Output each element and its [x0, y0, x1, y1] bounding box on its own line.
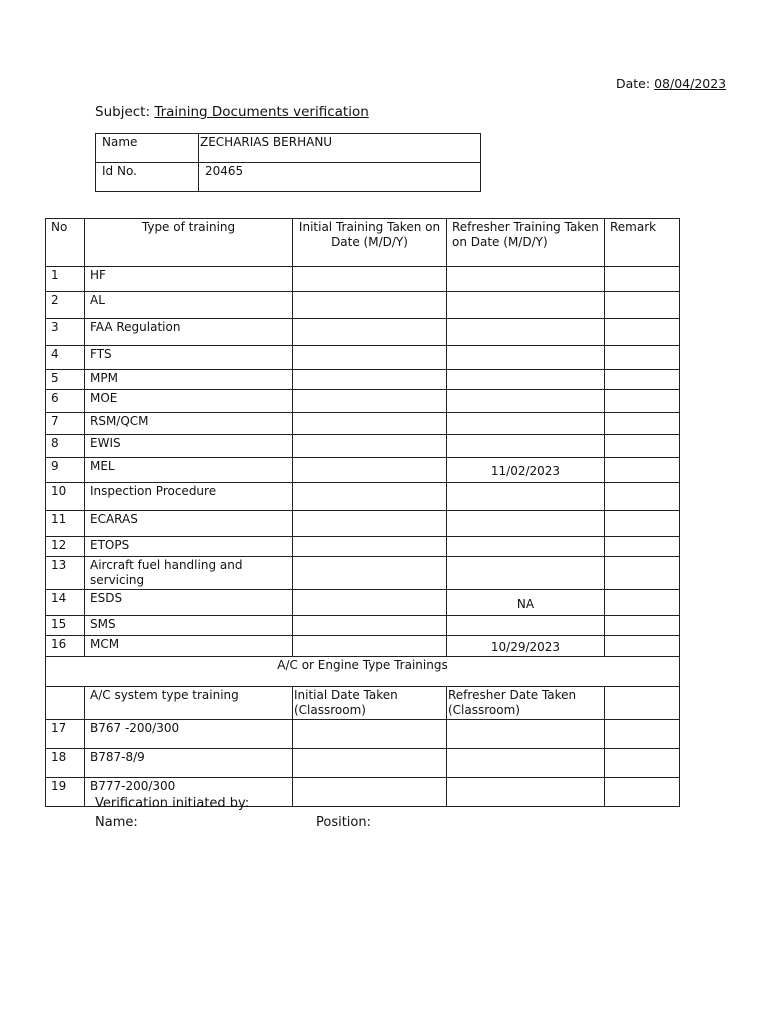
date-value: 08/04/2023: [654, 76, 727, 91]
refresher-date: [447, 267, 605, 292]
training-type: SMS: [85, 616, 293, 636]
initial-date: [293, 778, 447, 807]
table-row: [46, 292, 680, 319]
row-no: 12: [46, 537, 85, 557]
section-row: [46, 657, 680, 687]
row-no: 2: [46, 292, 85, 319]
name-value: ZECHARIAS BERHANU: [199, 134, 481, 163]
refresher-date: [447, 537, 605, 557]
name-label: Name: [96, 134, 199, 163]
refresher-date: [447, 616, 605, 636]
table-row: [46, 557, 680, 590]
date-label: Date:: [616, 76, 651, 91]
header-initial: Initial Training Taken on Date (M/D/Y): [293, 219, 447, 267]
table-row: [46, 346, 680, 370]
table-row: [46, 458, 680, 483]
refresher-date: [447, 435, 605, 458]
initial-date: [293, 267, 447, 292]
header-no: No: [46, 219, 85, 267]
refresher-date: [447, 557, 605, 590]
row-no: 4: [46, 346, 85, 370]
row-no: 10: [46, 483, 85, 511]
remark: [605, 458, 680, 483]
employee-id-row: [96, 163, 481, 192]
remark: [605, 511, 680, 537]
refresher-date: [447, 749, 605, 778]
verification-initiated-label: Verification initiated by:: [95, 796, 250, 811]
remark: [605, 435, 680, 458]
remark: [605, 636, 680, 657]
training-type: MOE: [85, 390, 293, 413]
refresher-date: [447, 370, 605, 390]
remark: [605, 616, 680, 636]
initial-date: [293, 557, 447, 590]
remark: [605, 537, 680, 557]
remark: [605, 319, 680, 346]
verifier-name-label: Name:: [95, 815, 138, 830]
row-no: 9: [46, 458, 85, 483]
type-header-no-cell: [46, 687, 85, 720]
initial-date: [293, 370, 447, 390]
row-no: 13: [46, 557, 85, 590]
training-table: [45, 218, 680, 807]
header-remark: Remark: [605, 219, 680, 267]
initial-date: [293, 483, 447, 511]
refresher-date: [447, 346, 605, 370]
table-row: [46, 590, 680, 616]
table-row: [46, 413, 680, 435]
training-type: MEL: [85, 458, 293, 483]
refresher-date: [447, 483, 605, 511]
subject-value: Training Documents verification: [154, 104, 369, 120]
training-type: EWIS: [85, 435, 293, 458]
initial-date: [293, 346, 447, 370]
initial-date: [293, 413, 447, 435]
row-no: 15: [46, 616, 85, 636]
remark: [605, 390, 680, 413]
remark: [605, 720, 680, 749]
table-row: [46, 636, 680, 657]
initial-date: [293, 390, 447, 413]
header-type: Type of training: [85, 219, 293, 267]
table-row: [46, 483, 680, 511]
initial-date: [293, 616, 447, 636]
type-header-row: [46, 687, 680, 720]
training-type: B777-200/300: [85, 778, 293, 807]
training-type: Aircraft fuel handling and servicing: [85, 557, 293, 590]
document-subject: [95, 104, 369, 120]
table-row: [46, 390, 680, 413]
refresher-date: 11/02/2023: [447, 458, 605, 483]
type-header-initial: Initial Date Taken (Classroom): [293, 687, 447, 720]
employee-name-row: [96, 134, 481, 163]
id-label: Id No.: [96, 163, 199, 192]
id-value: 20465: [199, 163, 481, 192]
table-row: [46, 616, 680, 636]
training-rows: [46, 267, 680, 657]
remark: [605, 557, 680, 590]
table-row: [46, 267, 680, 292]
refresher-date: [447, 720, 605, 749]
row-no: 1: [46, 267, 85, 292]
initial-date: [293, 590, 447, 616]
training-type: ESDS: [85, 590, 293, 616]
training-type: Inspection Procedure: [85, 483, 293, 511]
type-header-remark-cell: [605, 687, 680, 720]
initial-date: [293, 319, 447, 346]
row-no: 19: [46, 778, 85, 807]
training-type: FTS: [85, 346, 293, 370]
initial-date: [293, 458, 447, 483]
type-rows: [46, 720, 680, 807]
initial-date: [293, 537, 447, 557]
remark: [605, 292, 680, 319]
row-no: 17: [46, 720, 85, 749]
row-no: 3: [46, 319, 85, 346]
remark: [605, 370, 680, 390]
employee-info-table: [95, 133, 481, 192]
row-no: 5: [46, 370, 85, 390]
row-no: 6: [46, 390, 85, 413]
table-header-row: [46, 219, 680, 267]
verifier-position-label: Position:: [316, 815, 371, 830]
refresher-date: NA: [447, 590, 605, 616]
remark: [605, 346, 680, 370]
row-no: 11: [46, 511, 85, 537]
refresher-date: [447, 413, 605, 435]
document-date: [616, 76, 726, 91]
training-type: ECARAS: [85, 511, 293, 537]
refresher-date: [447, 778, 605, 807]
table-row: [46, 720, 680, 749]
type-header-type: A/C system type training: [85, 687, 293, 720]
remark: [605, 413, 680, 435]
refresher-date: [447, 390, 605, 413]
initial-date: [293, 720, 447, 749]
row-no: 18: [46, 749, 85, 778]
row-no: 16: [46, 636, 85, 657]
remark: [605, 778, 680, 807]
training-type: MPM: [85, 370, 293, 390]
refresher-date: [447, 292, 605, 319]
initial-date: [293, 435, 447, 458]
training-type: B787-8/9: [85, 749, 293, 778]
training-type: ETOPS: [85, 537, 293, 557]
initial-date: [293, 511, 447, 537]
subject-label: Subject:: [95, 104, 151, 120]
remark: [605, 749, 680, 778]
training-type: MCM: [85, 636, 293, 657]
refresher-date: 10/29/2023: [447, 636, 605, 657]
training-type: FAA Regulation: [85, 319, 293, 346]
training-type: RSM/QCM: [85, 413, 293, 435]
remark: [605, 590, 680, 616]
training-type: HF: [85, 267, 293, 292]
table-row: [46, 511, 680, 537]
initial-date: [293, 749, 447, 778]
header-refresher: Refresher Training Taken on Date (M/D/Y): [447, 219, 605, 267]
remark: [605, 267, 680, 292]
section-title: A/C or Engine Type Trainings: [46, 657, 680, 687]
type-header-refresher: Refresher Date Taken (Classroom): [447, 687, 605, 720]
remark: [605, 483, 680, 511]
table-row: [46, 370, 680, 390]
row-no: 8: [46, 435, 85, 458]
refresher-date: [447, 511, 605, 537]
training-type: AL: [85, 292, 293, 319]
training-type: B767 -200/300: [85, 720, 293, 749]
table-row: [46, 319, 680, 346]
initial-date: [293, 292, 447, 319]
row-no: 7: [46, 413, 85, 435]
table-row: [46, 749, 680, 778]
table-row: [46, 435, 680, 458]
initial-date: [293, 636, 447, 657]
refresher-date: [447, 319, 605, 346]
table-row: [46, 537, 680, 557]
row-no: 14: [46, 590, 85, 616]
